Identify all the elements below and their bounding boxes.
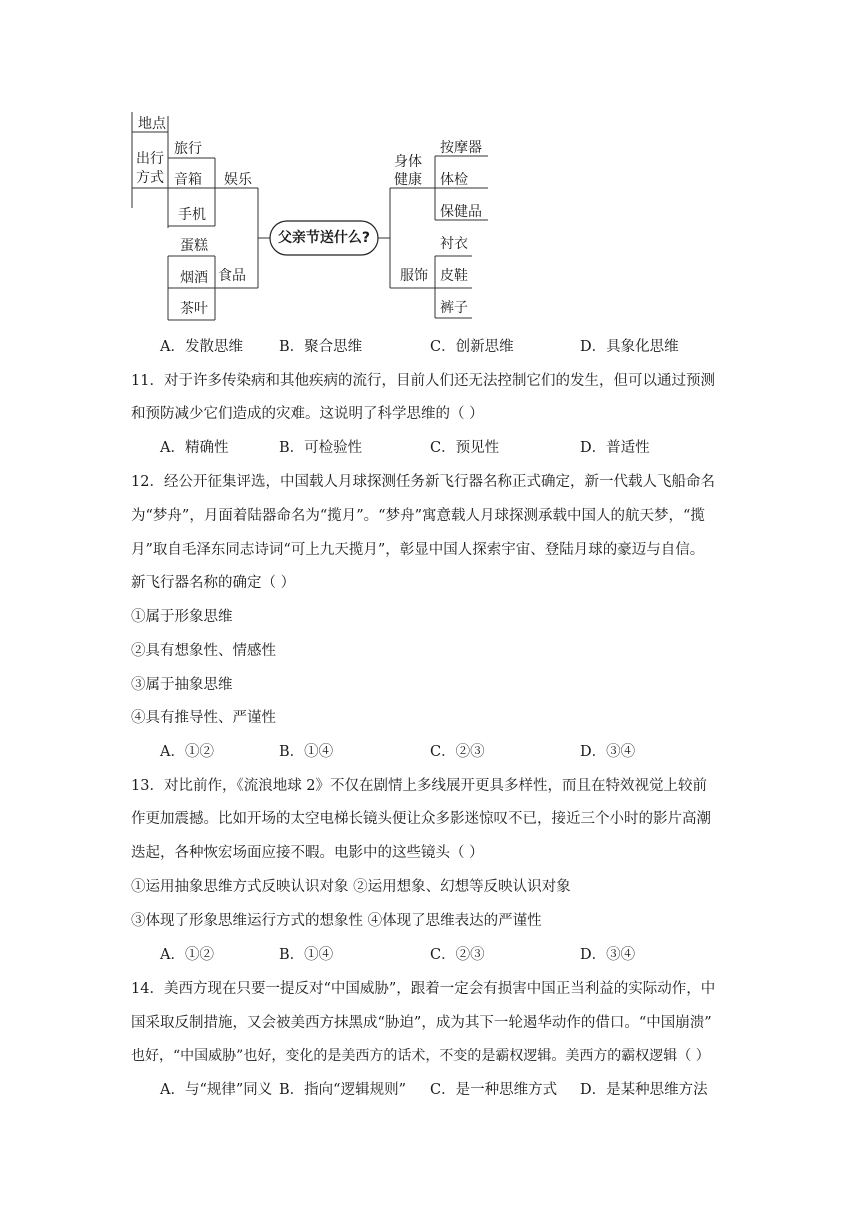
node-health-line2: 健康 — [394, 172, 422, 188]
q14-option-d: D．是某种思维方法 — [580, 1082, 708, 1098]
q11-option-a: A．精确性 — [160, 440, 229, 456]
node-shirt: 衬衣 — [440, 236, 468, 252]
q14-option-c: C．是一种思维方式 — [430, 1082, 558, 1098]
node-tea: 茶叶 — [180, 301, 208, 317]
node-entertainment: 娱乐 — [224, 172, 252, 188]
q10-option-d: D．具象化思维 — [580, 339, 679, 355]
node-massager: 按摩器 — [440, 140, 482, 156]
q12-stem-line2: 为“梦舟”，月面着陆器命名为“揽月”。“梦舟”寓意载人月球探测承载中国人的航天梦，“揽 — [131, 508, 705, 524]
node-phone: 手机 — [178, 207, 206, 223]
node-travel-mode-line2: 方式 — [136, 170, 164, 186]
q13-stem-line3: 迭起，各种恢宏场面应接不暇。电影中的这些镜头（ ） — [131, 845, 484, 861]
q14-stem-line3: 也好，“中国威胁”也好，变化的是美西方的话术，不变的是霸权逻辑。美西方的霸权逻辑（ ） — [131, 1048, 710, 1064]
q13-statements-1-2: ①运用抽象思维方式反映认识对象 ②运用想象、幻想等反映认识对象 — [131, 879, 571, 895]
q13-option-a: A．①② — [160, 947, 214, 963]
q14-stem-line2: 国采取反制措施，又会被美西方抹黑成“胁迫”，成为其下一轮遏华动作的借口。“中国崩溃” — [131, 1015, 712, 1031]
q12-statement-1: ①属于形象思维 — [131, 609, 233, 625]
q12-option-b: B．①④ — [279, 744, 334, 760]
q12-statement-4: ④具有推导性、严谨性 — [131, 710, 276, 726]
q14-option-b: B．指向“逻辑规则” — [279, 1082, 406, 1098]
node-clothing: 服饰 — [400, 268, 428, 284]
node-tobacco-wine: 烟酒 — [180, 270, 208, 286]
q13-option-b: B．①④ — [279, 947, 334, 963]
node-leather-shoes: 皮鞋 — [440, 268, 468, 284]
q10-option-c: C．创新思维 — [430, 339, 514, 355]
q12-stem-line1: 12．经公开征集评选，中国载人月球探测任务新飞行器名称正式确定，新一代载人飞船命名 — [131, 474, 715, 490]
q11-stem-line1: 11．对于许多传染病和其他疾病的流行，目前人们还无法控制它们的发生，但可以通过预测 — [131, 373, 715, 389]
q13-option-d: D．③④ — [580, 947, 636, 963]
q11-option-d: D．普适性 — [580, 440, 650, 456]
q12-statement-2: ②具有想象性、情感性 — [131, 643, 276, 659]
q14-option-a: A．与“规律”同义 — [160, 1082, 273, 1098]
node-place: 地点 — [138, 116, 166, 132]
node-food: 食品 — [218, 268, 246, 284]
q11-option-b: B．可检验性 — [279, 440, 363, 456]
mind-map-figure — [120, 108, 500, 328]
q13-stem-line2: 作更加震撼。比如开场的太空电梯长镜头便让众多影迷惊叹不已，接近三个小时的影片高潮 — [131, 811, 711, 827]
q13-stem-line1: 13．对比前作，《流浪地球 2》不仅在剧情上多线展开更具多样性，而且在特效视觉上较前 — [131, 778, 708, 794]
q10-option-a: A．发散思维 — [160, 339, 243, 355]
q13-statements-3-4: ③体现了形象思维运行方式的想象性 ④体现了思维表达的严谨性 — [131, 913, 542, 929]
q12-statement-3: ③属于抽象思维 — [131, 677, 233, 693]
node-trousers: 裤子 — [440, 300, 468, 316]
node-travel-mode-line1: 出行 — [136, 151, 164, 167]
q13-option-c: C．②③ — [430, 947, 485, 963]
node-travel: 旅行 — [174, 141, 202, 157]
q11-stem-line2: 和预防减少它们造成的灾难。这说明了科学思维的（ ） — [131, 406, 484, 422]
node-speaker: 音箱 — [174, 172, 202, 188]
node-supplements: 保健品 — [440, 204, 482, 220]
node-health-line1: 身体 — [394, 154, 422, 170]
q14-stem-line1: 14．美西方现在只要一提反对“中国威胁”，跟着一定会有损害中国正当利益的实际动作，中 — [131, 981, 716, 997]
q10-option-b: B．聚合思维 — [279, 339, 363, 355]
q12-stem-line3: 月”取自毛泽东同志诗词“可上九天揽月”，彰显中国人探索宇宙、登陆月球的豪迈与自信。 — [131, 542, 705, 558]
mind-map-center-topic: 父亲节送什么? — [277, 230, 371, 246]
q12-option-c: C．②③ — [430, 744, 485, 760]
node-checkup: 体检 — [440, 172, 468, 188]
q11-option-c: C．预见性 — [430, 440, 500, 456]
node-cake: 蛋糕 — [180, 238, 208, 254]
q12-option-d: D．③④ — [580, 744, 636, 760]
q12-stem-line4: 新飞行器名称的确定（ ） — [131, 575, 296, 591]
q12-option-a: A．①② — [160, 744, 214, 760]
